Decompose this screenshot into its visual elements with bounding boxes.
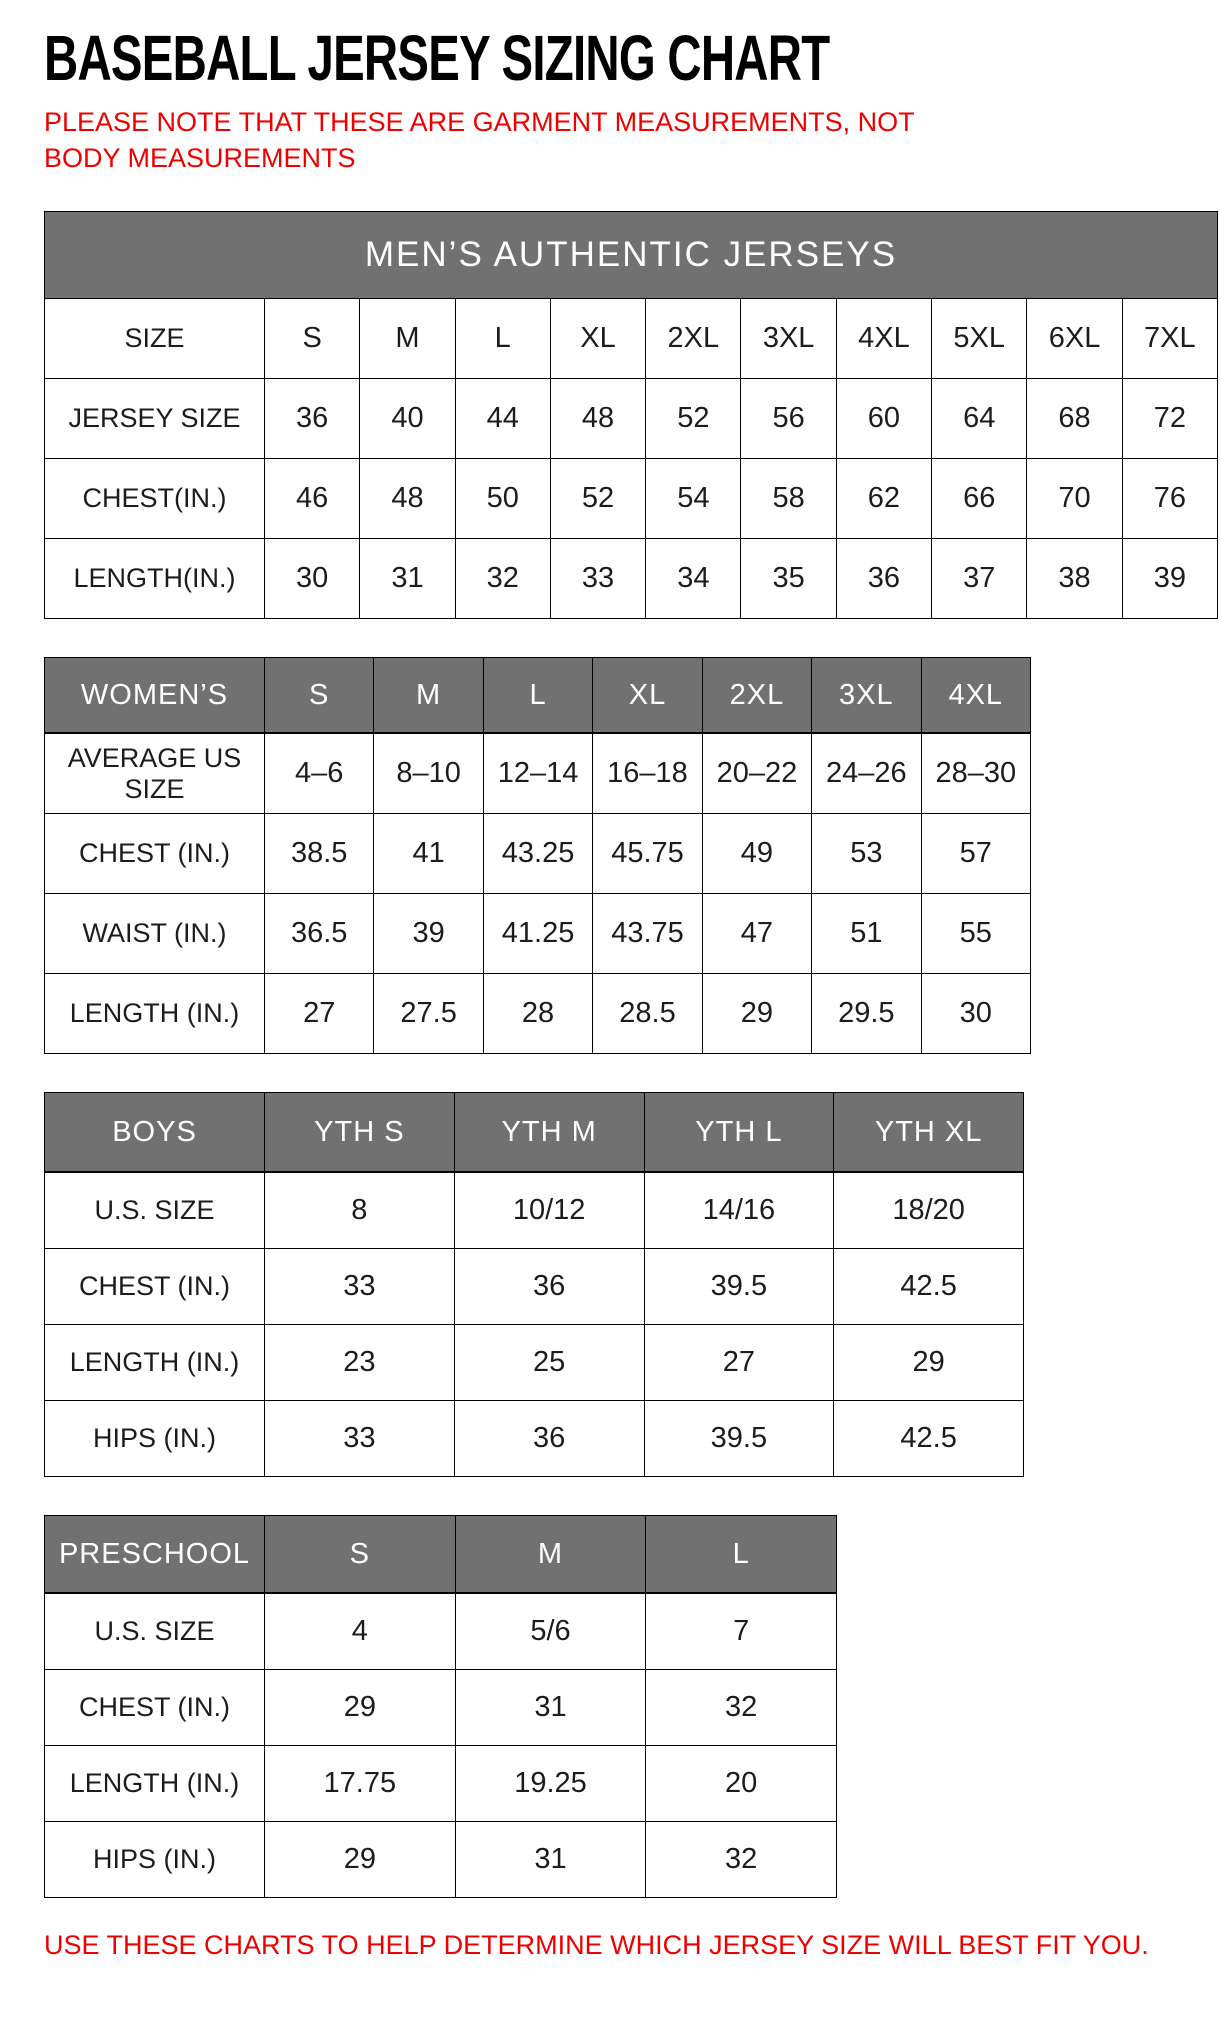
boys-value-r0-c2: 14/16 [644, 1172, 834, 1248]
womens-row-label-1: CHEST (IN.) [45, 813, 265, 893]
mens-row-label-3: LENGTH(IN.) [45, 538, 265, 618]
womens-value-r3-c2: 28 [483, 973, 592, 1053]
womens-value-r1-c2: 43.25 [483, 813, 592, 893]
preschool-value-r0-c2: 7 [646, 1593, 837, 1669]
preschool-row-label-2: LENGTH (IN.) [45, 1745, 265, 1821]
preschool-sizing-table [44, 1515, 837, 1898]
womens-column-header-5: 3XL [812, 657, 921, 733]
boys-value-r3-c1: 36 [454, 1400, 644, 1476]
womens-value-r3-c3: 28.5 [593, 973, 702, 1053]
womens-row-label-3: LENGTH (IN.) [45, 973, 265, 1053]
womens-value-r3-c4: 29 [702, 973, 811, 1053]
mens-value-r0-c1: M [360, 298, 455, 378]
mens-value-r0-c6: 4XL [836, 298, 931, 378]
boys-row-label-2: LENGTH (IN.) [45, 1324, 265, 1400]
preschool-value-r0-c0: 4 [265, 1593, 456, 1669]
mens-value-r1-c2: 44 [455, 378, 550, 458]
preschool-value-r3-c2: 32 [646, 1821, 837, 1897]
mens-value-r1-c3: 48 [550, 378, 645, 458]
mens-row-label-1: JERSEY SIZE [45, 378, 265, 458]
boys-value-r2-c2: 27 [644, 1324, 834, 1400]
preschool-row-3 [45, 1821, 837, 1897]
preschool-row-label-3: HIPS (IN.) [45, 1821, 265, 1897]
boys-column-header-2: YTH L [644, 1092, 834, 1172]
boys-value-r2-c3: 29 [834, 1324, 1024, 1400]
preschool-column-header-2: L [646, 1515, 837, 1593]
preschool-value-r2-c0: 17.75 [265, 1745, 456, 1821]
womens-column-header-3: XL [593, 657, 702, 733]
mens-value-r1-c9: 72 [1122, 378, 1217, 458]
boys-value-r0-c1: 10/12 [454, 1172, 644, 1248]
mens-value-r2-c8: 70 [1027, 458, 1122, 538]
boys-row-1 [45, 1248, 1024, 1324]
boys-value-r2-c1: 25 [454, 1324, 644, 1400]
mens-value-r2-c7: 66 [932, 458, 1027, 538]
boys-sizing-table [44, 1092, 1024, 1477]
boys-row-label-1: CHEST (IN.) [45, 1248, 265, 1324]
womens-value-r1-c4: 49 [702, 813, 811, 893]
preschool-value-r1-c0: 29 [265, 1669, 456, 1745]
mens-value-r2-c6: 62 [836, 458, 931, 538]
mens-value-r1-c4: 52 [646, 378, 741, 458]
mens-value-r3-c9: 39 [1122, 538, 1217, 618]
womens-value-r3-c0: 27 [265, 973, 374, 1053]
boys-value-r0-c3: 18/20 [834, 1172, 1024, 1248]
preschool-value-r2-c1: 19.25 [455, 1745, 646, 1821]
preschool-table-section [44, 1515, 1218, 1898]
preschool-value-r1-c1: 31 [455, 1669, 646, 1745]
preschool-row-label-0: U.S. SIZE [45, 1593, 265, 1669]
footer-note: USE THESE CHARTS TO HELP DETERMINE WHICH JERSEY SIZE WILL BEST FIT YOU. [44, 1929, 1149, 1960]
womens-column-header-0: S [265, 657, 374, 733]
mens-value-r1-c0: 36 [265, 378, 360, 458]
womens-value-r1-c1: 41 [374, 813, 483, 893]
womens-value-r0-c1: 8–10 [374, 733, 483, 813]
womens-row-label-2: WAIST (IN.) [45, 893, 265, 973]
womens-column-header-4: 2XL [702, 657, 811, 733]
boys-value-r3-c2: 39.5 [644, 1400, 834, 1476]
womens-value-r2-c6: 55 [921, 893, 1030, 973]
mens-value-r3-c6: 36 [836, 538, 931, 618]
mens-row-3 [45, 538, 1218, 618]
mens-value-r0-c9: 7XL [1122, 298, 1217, 378]
mens-value-r2-c1: 48 [360, 458, 455, 538]
boys-value-r0-c0: 8 [265, 1172, 455, 1248]
garment-measurements-note: PLEASE NOTE THAT THESE ARE GARMENT MEASUREMENTS, NOT BODY MEASUREMENTS [44, 107, 915, 174]
womens-value-r3-c1: 27.5 [374, 973, 483, 1053]
preschool-row-1 [45, 1669, 837, 1745]
womens-value-r0-c5: 24–26 [812, 733, 921, 813]
boys-header-label: BOYS [45, 1092, 265, 1172]
womens-value-r3-c6: 30 [921, 973, 1030, 1053]
mens-value-r1-c5: 56 [741, 378, 836, 458]
mens-row-label-2: CHEST(IN.) [45, 458, 265, 538]
boys-value-r1-c1: 36 [454, 1248, 644, 1324]
womens-value-r0-c2: 12–14 [483, 733, 592, 813]
mens-value-r0-c2: L [455, 298, 550, 378]
preschool-value-r0-c1: 5/6 [455, 1593, 646, 1669]
mens-value-r1-c7: 64 [932, 378, 1027, 458]
mens-value-r1-c6: 60 [836, 378, 931, 458]
mens-value-r2-c4: 54 [646, 458, 741, 538]
boys-value-r3-c3: 42.5 [834, 1400, 1024, 1476]
mens-value-r2-c3: 52 [550, 458, 645, 538]
preschool-row-label-1: CHEST (IN.) [45, 1669, 265, 1745]
womens-value-r1-c5: 53 [812, 813, 921, 893]
boys-table-section [44, 1092, 1218, 1477]
boys-value-r2-c0: 23 [265, 1324, 455, 1400]
womens-sizing-table [44, 657, 1031, 1054]
preschool-value-r3-c1: 31 [455, 1821, 646, 1897]
mens-value-r3-c7: 37 [932, 538, 1027, 618]
mens-value-r0-c0: S [265, 298, 360, 378]
boys-row-label-0: U.S. SIZE [45, 1172, 265, 1248]
mens-row-label-0: SIZE [45, 298, 265, 378]
womens-column-header-2: L [483, 657, 592, 733]
boys-column-header-1: YTH M [454, 1092, 644, 1172]
boys-row-2 [45, 1324, 1024, 1400]
preschool-row-2 [45, 1745, 837, 1821]
boys-value-r1-c0: 33 [265, 1248, 455, 1324]
mens-value-r3-c2: 32 [455, 538, 550, 618]
mens-value-r3-c5: 35 [741, 538, 836, 618]
mens-table-section [44, 211, 1218, 619]
mens-value-r3-c3: 33 [550, 538, 645, 618]
preschool-value-r3-c0: 29 [265, 1821, 456, 1897]
womens-header-label: WOMEN’S [45, 657, 265, 733]
womens-row-3 [45, 973, 1031, 1053]
mens-value-r1-c1: 40 [360, 378, 455, 458]
womens-value-r0-c6: 28–30 [921, 733, 1030, 813]
womens-row-2 [45, 893, 1031, 973]
preschool-row-0 [45, 1593, 837, 1669]
mens-value-r3-c8: 38 [1027, 538, 1122, 618]
womens-value-r0-c3: 16–18 [593, 733, 702, 813]
boys-value-r1-c3: 42.5 [834, 1248, 1024, 1324]
boys-column-header-3: YTH XL [834, 1092, 1024, 1172]
boys-row-0 [45, 1172, 1024, 1248]
womens-row-label-0: AVERAGE US SIZE [45, 733, 265, 813]
boys-row-label-3: HIPS (IN.) [45, 1400, 265, 1476]
boys-value-r1-c2: 39.5 [644, 1248, 834, 1324]
mens-row-0 [45, 298, 1218, 378]
mens-row-2 [45, 458, 1218, 538]
womens-value-r1-c3: 45.75 [593, 813, 702, 893]
boys-row-3 [45, 1400, 1024, 1476]
mens-value-r3-c1: 31 [360, 538, 455, 618]
mens-value-r2-c9: 76 [1122, 458, 1217, 538]
womens-value-r1-c6: 57 [921, 813, 1030, 893]
womens-table-section [44, 657, 1218, 1054]
womens-value-r0-c4: 20–22 [702, 733, 811, 813]
womens-value-r2-c3: 43.75 [593, 893, 702, 973]
mens-value-r0-c7: 5XL [932, 298, 1027, 378]
mens-value-r3-c4: 34 [646, 538, 741, 618]
preschool-header-label: PRESCHOOL [45, 1515, 265, 1593]
womens-value-r2-c2: 41.25 [483, 893, 592, 973]
mens-banner: MEN’S AUTHENTIC JERSEYS [45, 211, 1218, 298]
mens-value-r2-c5: 58 [741, 458, 836, 538]
boys-column-header-0: YTH S [265, 1092, 455, 1172]
preschool-value-r1-c2: 32 [646, 1669, 837, 1745]
womens-value-r2-c0: 36.5 [265, 893, 374, 973]
womens-column-header-1: M [374, 657, 483, 733]
preschool-column-header-1: M [455, 1515, 646, 1593]
womens-value-r2-c4: 47 [702, 893, 811, 973]
womens-column-header-6: 4XL [921, 657, 1030, 733]
boys-value-r3-c0: 33 [265, 1400, 455, 1476]
preschool-value-r2-c2: 20 [646, 1745, 837, 1821]
mens-sizing-table [44, 211, 1218, 619]
page-title: BASEBALL JERSEY SIZING CHART [44, 22, 830, 94]
womens-value-r1-c0: 38.5 [265, 813, 374, 893]
preschool-column-header-0: S [265, 1515, 456, 1593]
mens-value-r0-c3: XL [550, 298, 645, 378]
mens-value-r2-c0: 46 [265, 458, 360, 538]
mens-value-r2-c2: 50 [455, 458, 550, 538]
womens-row-0 [45, 733, 1031, 813]
mens-value-r1-c8: 68 [1027, 378, 1122, 458]
mens-value-r0-c5: 3XL [741, 298, 836, 378]
mens-value-r0-c4: 2XL [646, 298, 741, 378]
womens-value-r2-c5: 51 [812, 893, 921, 973]
womens-value-r3-c5: 29.5 [812, 973, 921, 1053]
womens-row-1 [45, 813, 1031, 893]
mens-value-r0-c8: 6XL [1027, 298, 1122, 378]
womens-value-r2-c1: 39 [374, 893, 483, 973]
womens-value-r0-c0: 4–6 [265, 733, 374, 813]
mens-value-r3-c0: 30 [265, 538, 360, 618]
mens-row-1 [45, 378, 1218, 458]
